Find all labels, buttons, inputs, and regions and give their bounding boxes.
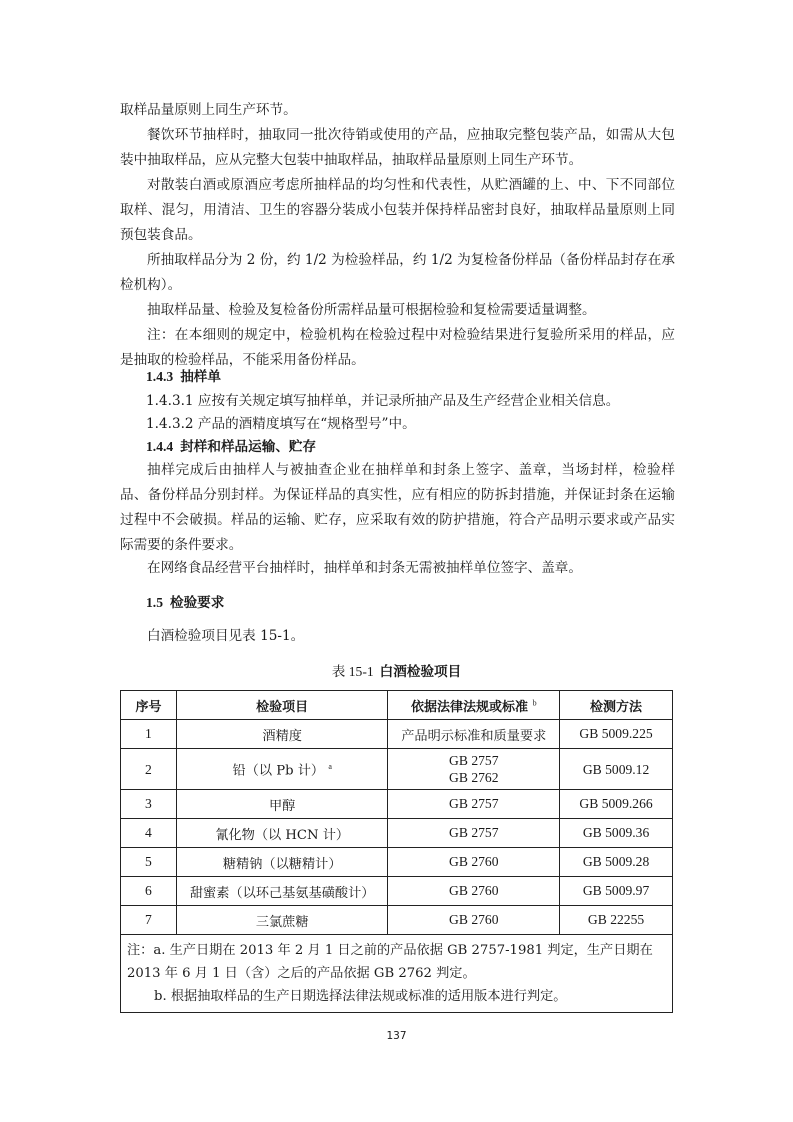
section-title: 抽样单 [180,369,221,385]
cell-basis: GB 2760 [388,848,560,877]
header-seq: 序号 [121,691,177,720]
paragraph: 餐饮环节抽样时，抽取同一批次待销或使用的产品，应抽取完整包装产品，如需从大包装中抽取样品，应从完整大包装中抽取样品，抽取样品量原则上同生产环节。 [120,127,675,168]
table-note: b. 根据抽取样品的生产日期选择法律法规或标准的适用版本进行判定。 [154,989,567,1004]
paragraph: 注：在本细则的规定中，检验机构在检验过程中对检验结果进行复验所采用的样品，应是抽取的检验样品，不能采用备份样品。 [120,327,675,368]
page-number: 137 [386,1030,407,1042]
cell-seq: 7 [121,906,177,935]
inspection-items-table [120,690,673,1013]
header-basis-label: 依据法律法规或标准 [411,699,529,715]
cell-seq: 2 [121,749,177,790]
cell-method: GB 5009.28 [560,848,673,877]
table-row [121,749,673,790]
footnote-marker: a [328,762,332,772]
table-header-row [121,691,673,720]
section-number: 1.4.3 [146,369,174,384]
paragraph: 抽取样品量、检验及复检备份所需样品量可根据检验和复检需要适量调整。 [147,302,596,318]
cell-method: GB 5009.36 [560,819,673,848]
cell-basis: 产品明示标准和质量要求 [388,720,560,749]
paragraph: 在网络食品经营平台抽样时，抽样单和封条无需被抽样单位签字、盖章。 [147,560,582,576]
section-number: 1.5 [146,595,163,610]
header-method: 检测方法 [560,691,673,720]
cell-method: GB 5009.225 [560,720,673,749]
cell-item: 甲醇 [176,790,388,819]
cell-item: 甜蜜素（以环己基氨基磺酸计） [176,877,388,906]
cell-basis: GB 2757 [388,790,560,819]
section-title: 检验要求 [170,595,225,611]
cell-seq: 3 [121,790,177,819]
paragraph: 白酒检验项目见表 15-1。 [147,628,305,644]
table-caption-number: 表 15-1 [331,664,374,679]
cell-seq: 1 [121,720,177,749]
sub-item: 1.4.3.1 应按有关规定填写抽样单，并记录所抽产品及生产经营企业相关信息。 [146,393,620,409]
cell-item: 酒精度 [176,720,388,749]
cell-seq: 5 [121,848,177,877]
table-row [121,877,673,906]
table-caption [0,660,793,680]
basis-line: GB 2757 [449,753,499,768]
cell-seq: 6 [121,877,177,906]
cell-basis: GB 2760 [388,877,560,906]
table-note: 注：a. 生产日期在 2013 年 2 月 1 日之前的产品依据 GB 2757-1981 判定，生产日期在 2013 年 6 月 1 日（含）之后的产品依据 GB 2762 判定。 [127,943,653,981]
cell-method: GB 5009.266 [560,790,673,819]
table-row [121,819,673,848]
table-row [121,906,673,935]
section-heading [146,593,224,613]
table-row [121,720,673,749]
sub-item: 1.4.3.2 产品的酒精度填写在“规格型号”中。 [146,416,416,432]
paragraph: 对散装白酒或原酒应考虑所抽样品的均匀性和代表性，从贮酒罐的上、中、下不同部位取样、混匀，用清洁、卫生的容器分装成小包装并保持样品密封良好，抽取样品量原则上同预包装食品。 [120,177,675,243]
cell-basis [388,749,560,790]
section-heading [146,437,316,457]
paragraph: 抽样完成后由抽样人与被抽查企业在抽样单和封条上签字、盖章，当场封样，检验样品、备份样品分别封样。为保证样品的真实性，应有相应的防拆封措施，并保证封条在运输过程中不会破损。样品的运输、贮存，应采取有效的防护措施，符合产品明示要求或产品实际需要的条件要求。 [120,462,675,553]
cell-item-text: 铅（以 Pb 计） [232,763,325,779]
paragraph: 取样品量原则上同生产环节。 [120,102,297,118]
section-heading [146,367,221,387]
cell-basis: GB 2757 [388,819,560,848]
table-caption-text: 白酒检验项目 [379,664,462,680]
table-notes [121,935,673,1013]
section-number: 1.4.4 [146,439,174,454]
cell-basis: GB 2760 [388,906,560,935]
paragraph: 所抽取样品分为 2 份，约 1/2 为检验样品，约 1/2 为复检备份样品（备份样品封存在承检机构）。 [120,252,675,293]
cell-item: 氰化物（以 HCN 计） [176,819,388,848]
table-row [121,790,673,819]
cell-method: GB 22255 [560,906,673,935]
cell-item: 糖精钠（以糖精计） [176,848,388,877]
table-notes-row [121,935,673,1013]
cell-method: GB 5009.12 [560,749,673,790]
footnote-marker: b [532,698,537,708]
cell-method: GB 5009.97 [560,877,673,906]
basis-line: GB 2762 [449,770,499,785]
section-title: 封样和样品运输、贮存 [180,439,317,455]
table-row [121,848,673,877]
cell-item: 三氯蔗糖 [176,906,388,935]
cell-seq: 4 [121,819,177,848]
header-item: 检验项目 [176,691,388,720]
cell-item [176,749,388,790]
header-basis [388,691,560,720]
